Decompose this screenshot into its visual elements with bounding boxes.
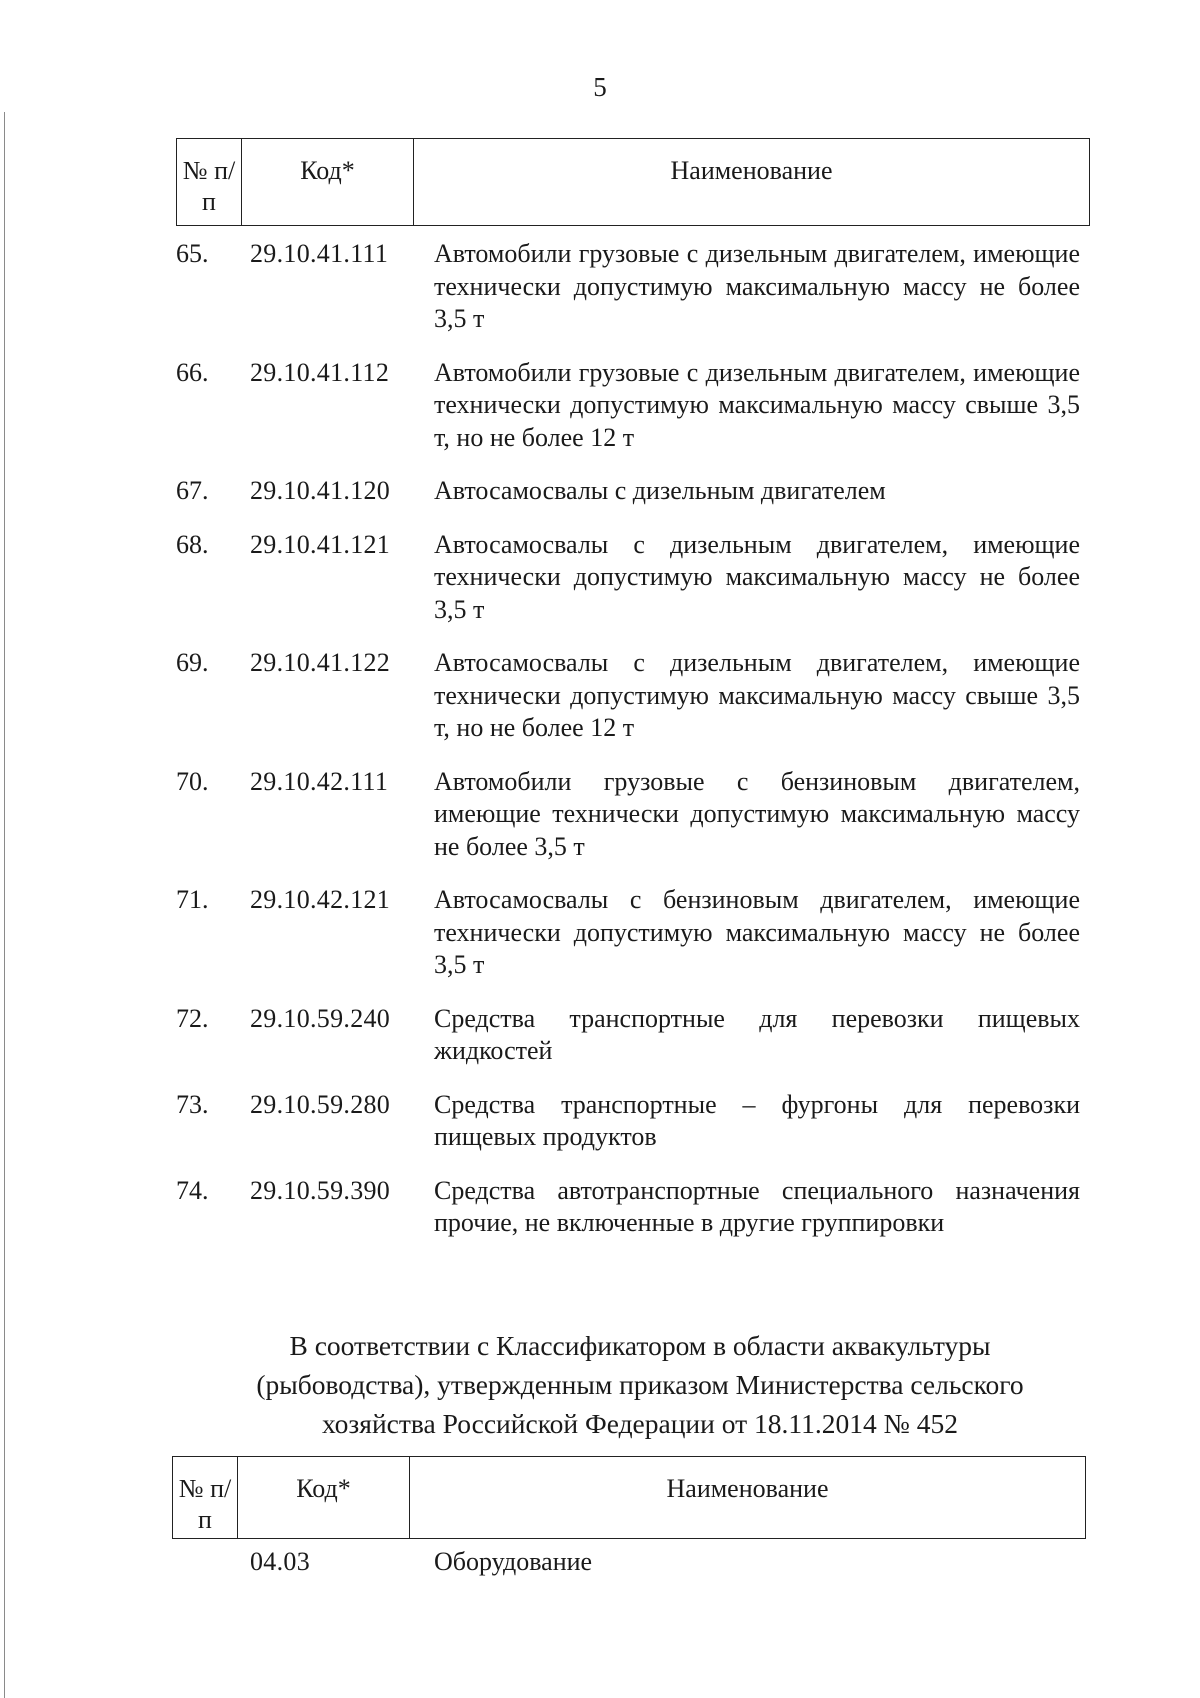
row-name: Автосамосвалы с дизельным двигателем	[434, 476, 886, 505]
row-number: 65.	[176, 239, 209, 268]
row-number: 68.	[176, 529, 209, 559]
row-code: 29.10.41.111	[250, 239, 389, 268]
table2-body	[176, 1546, 1080, 1579]
table-row	[176, 238, 1080, 336]
table-header	[176, 138, 1090, 226]
row-code: 29.10.42.111	[250, 766, 389, 796]
table-row	[176, 1089, 1080, 1154]
header-num: № п/п	[182, 156, 236, 216]
table-row	[176, 647, 1080, 745]
table-row	[176, 766, 1080, 864]
row-number	[176, 1546, 250, 1579]
table-row	[176, 1003, 1080, 1068]
scan-edge-line	[4, 112, 5, 1698]
row-number: 71.	[176, 885, 209, 914]
row-name: Оборудование	[434, 1547, 593, 1576]
table-row	[176, 357, 1080, 455]
row-code: 29.10.41.121	[250, 529, 391, 559]
section-title: В соответствии с Классификатором в области аквакультуры (рыбоводства), утвержденным приказом Министерства сельского хозяйства Российской Федерации от 18.11.2014 № 452	[256, 1330, 1024, 1439]
row-name: Средства транспортные – фургоны для перевозки пищевых продуктов	[434, 1089, 1080, 1151]
row-name: Автосамосвалы с бензиновым двигателем, имеющие технически допустимую максимальную массу не более 3,5 т	[434, 885, 1080, 979]
page-number: 5	[593, 72, 607, 102]
row-name: Автосамосвалы с дизельным двигателем, имеющие технически допустимую максимальную массу свыше 3,5 т, но не более 12 т	[434, 648, 1080, 742]
row-number: 69.	[176, 648, 209, 677]
table-row	[176, 475, 1080, 508]
row-name: Автосамосвалы с дизельным двигателем, имеющие технически допустимую максимальную массу не более 3,5 т	[434, 529, 1080, 624]
row-number: 73.	[176, 1089, 209, 1119]
row-name: Автомобили грузовые с дизельным двигателем, имеющие технически допустимую максимальную массу не более 3,5 т	[434, 239, 1080, 333]
row-number: 74.	[176, 1175, 209, 1205]
table-row	[176, 529, 1080, 627]
table-body	[176, 238, 1080, 1240]
row-code: 29.10.59.240	[250, 1003, 391, 1033]
row-code: 29.10.59.390	[250, 1175, 391, 1205]
row-code: 29.10.42.121	[250, 885, 391, 914]
row-name: Автомобили грузовые с бензиновым двигателем, имеющие технически допустимую максимальную массу не более 3,5 т	[434, 766, 1080, 861]
row-name: Средства автотранспортные специального назначения прочие, не включенные в другие группировки	[434, 1175, 1080, 1237]
row-number: 72.	[176, 1003, 209, 1033]
row-name: Автомобили грузовые с дизельным двигателем, имеющие технически допустимую максимальную массу свыше 3,5 т, но не более 12 т	[434, 357, 1080, 452]
table-row	[176, 884, 1080, 982]
table2-header	[172, 1456, 1086, 1539]
row-code: 04.03	[250, 1547, 310, 1576]
row-code: 29.10.59.280	[250, 1089, 391, 1119]
header-name: Наименование	[413, 139, 1089, 225]
row-number: 66.	[176, 357, 209, 387]
header-code: Код*	[241, 139, 413, 225]
table-row	[176, 1175, 1080, 1240]
row-number: 67.	[176, 476, 209, 505]
row-code: 29.10.41.122	[250, 648, 391, 677]
row-name: Средства транспортные для перевозки пищевых жидкостей	[434, 1003, 1080, 1065]
row-code: 29.10.41.112	[250, 357, 390, 387]
header-code: Код*	[237, 1457, 409, 1538]
row-number: 70.	[176, 766, 209, 796]
header-num: № п/п	[178, 1474, 232, 1534]
row-code: 29.10.41.120	[250, 476, 391, 505]
header-name: Наименование	[409, 1457, 1085, 1538]
table-row	[176, 1546, 1080, 1579]
